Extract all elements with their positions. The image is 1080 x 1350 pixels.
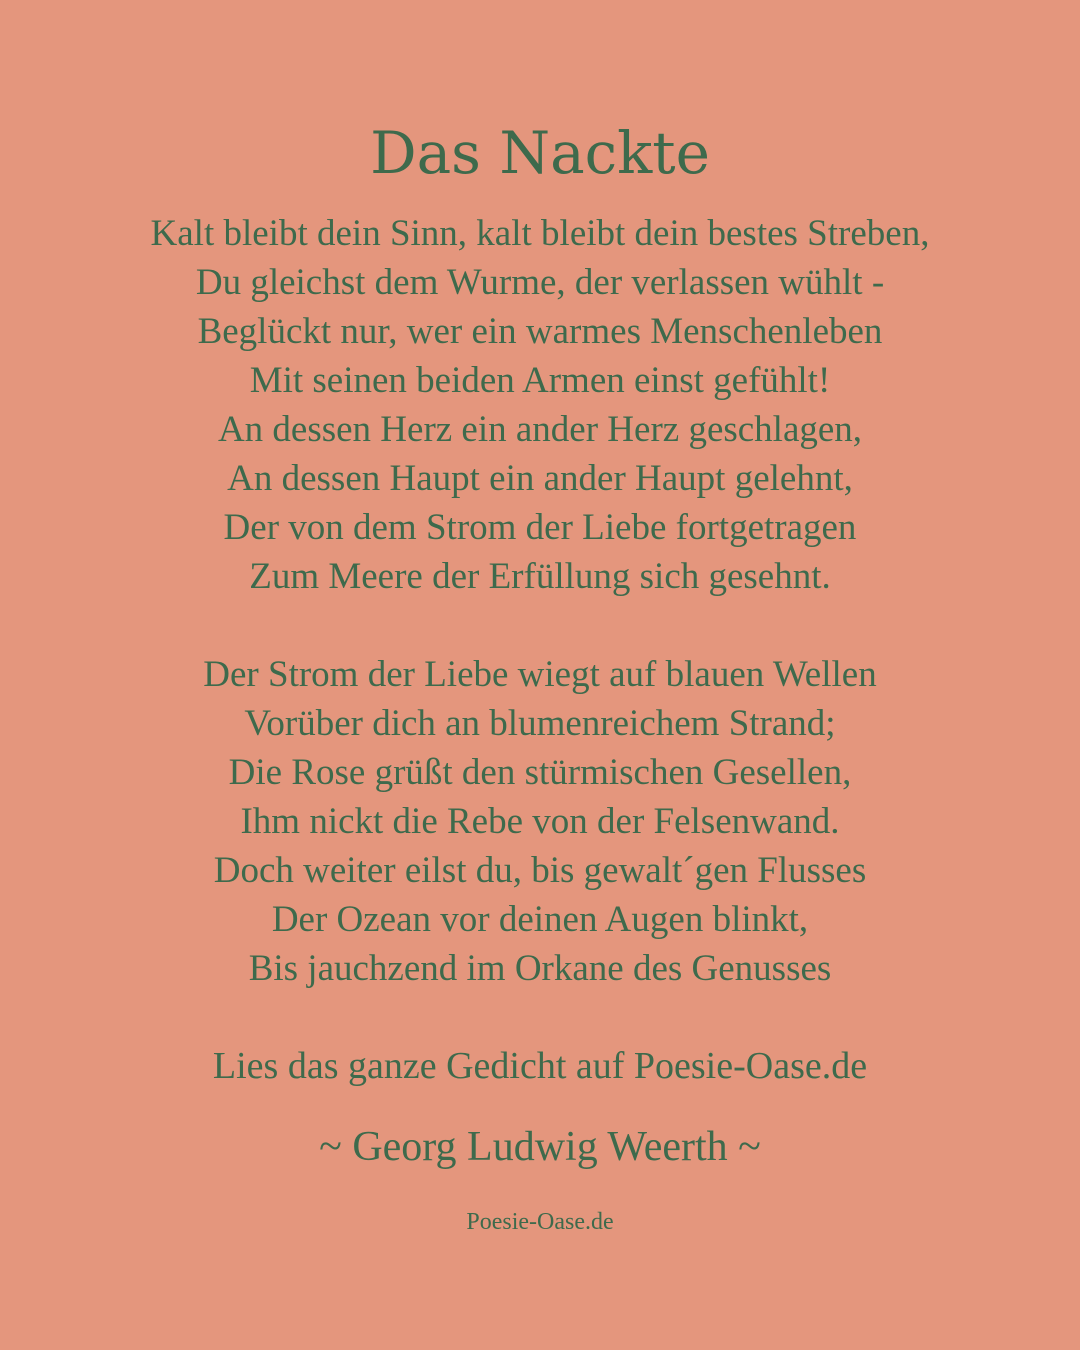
read-more-text: Lies das ganze Gedicht auf Poesie-Oase.de [212, 1045, 868, 1087]
stanza-1 [0, 209, 1080, 601]
poem-line: Bis jauchzend im Orkane des Genusses [248, 948, 832, 989]
site-watermark: Poesie-Oase.de [466, 1209, 614, 1235]
poem-line: An dessen Herz ein ander Herz geschlagen, [217, 409, 863, 450]
poem-line: Der Ozean vor deinen Augen blinkt, [271, 899, 809, 940]
poem-line: Die Rose grüßt den stürmischen Gesellen, [228, 752, 852, 793]
author-name: ~ Georg Ludwig Weerth ~ [319, 1124, 761, 1170]
poem-line: Du gleichst dem Wurme, der verlassen wühlt - [195, 262, 885, 303]
stanza-2 [0, 650, 1080, 993]
poem-line: Mit seinen beiden Armen einst gefühlt! [249, 360, 831, 401]
poem-line: Doch weiter eilst du, bis gewalt´gen Flusses [213, 850, 867, 891]
poem-line: Der Strom der Liebe wiegt auf blauen Wellen [203, 654, 877, 695]
poem-line: Der von dem Strom der Liebe fortgetragen [223, 507, 857, 548]
poem-line: Beglückt nur, wer ein warmes Menschenleben [197, 311, 883, 352]
poem-line: An dessen Haupt ein ander Haupt gelehnt, [227, 458, 853, 499]
poem-line: Vorüber dich an blumenreichem Strand; [244, 703, 836, 744]
poem-title: Das Nackte [370, 119, 710, 187]
poem-line: Ihm nickt die Rebe von der Felsenwand. [240, 801, 840, 842]
poem-line: Kalt bleibt dein Sinn, kalt bleibt dein bestes Streben, [150, 213, 930, 254]
poem-line: Zum Meere der Erfüllung sich gesehnt. [249, 556, 831, 597]
